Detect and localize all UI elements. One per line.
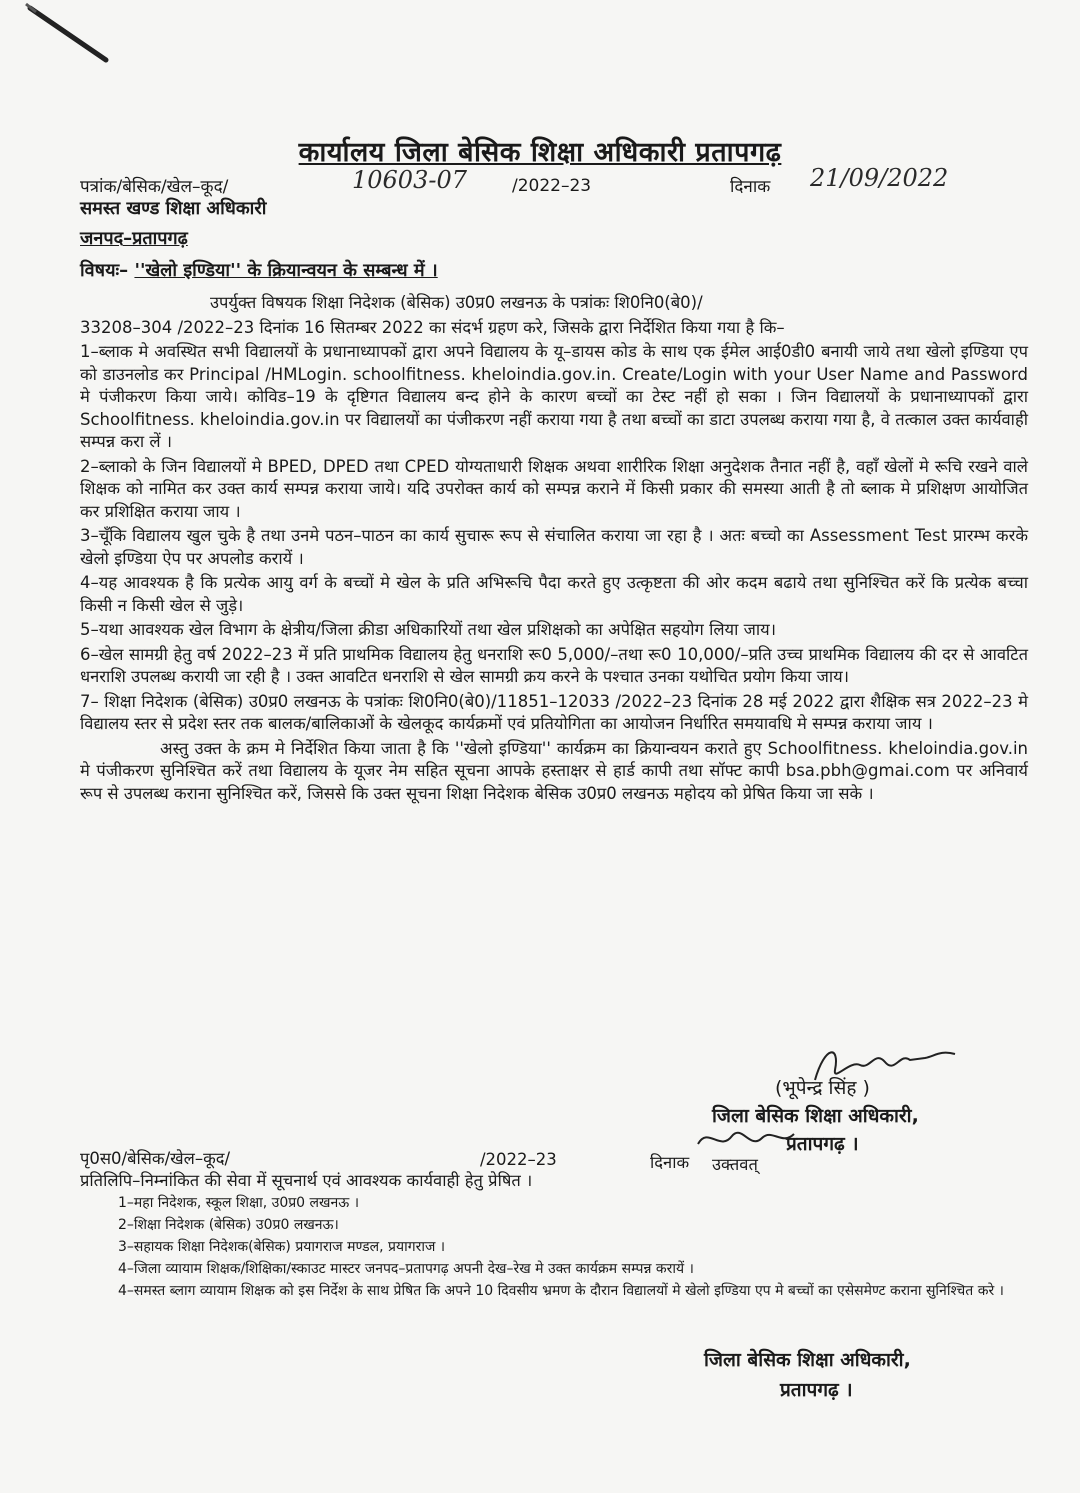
- addressee-line1: समस्त खण्ड शिक्षा अधिकारी: [80, 198, 267, 219]
- point-3: 3–चूँकि विद्यालय खुल चुके है तथा उनमे पठन–पाठन का कार्य सुचारू रूप से संचालित कराया जा रहा है । अतः बच्चो का Assessment Test प्रारम्भ करके खेलो इण्डिया ऐप पर अपलोड करायें ।: [80, 526, 1028, 568]
- signature2-designation: जिला बेसिक शिक्षा अधिकारी,: [704, 1349, 911, 1371]
- ref-year: /2022–23: [512, 176, 592, 196]
- point-7: 7– शिक्षा निदेशक (बेसिक) उ0प्र0 लखनऊ के पत्रांकः शि0नि0(बे0)/11851–12033 /2022–23 दिनांक 28 मई 2022 द्वारा शैक्षिक सत्र 2022–23 मे विद्यालय स्तर से प्रदेश स्तर तक बालक/बालिकाओं के खेलकूद कार्यक्रमों एवं प्रतियोगिता का आयोजन निर्धारित समयावधि मे सम्पन्न कराया जाय ।: [80, 691, 1028, 733]
- addressee-line2: जनपद–प्रतापगढ़: [80, 228, 188, 249]
- initials-scribble: [690, 1122, 800, 1156]
- letter-body: [80, 292, 1028, 807]
- ref-prefix: पत्रांक/बेसिक/खेल–कूद/: [80, 177, 229, 197]
- cc-item-5: 4–समस्त ब्लाग व्यायाम शिक्षक को इस निर्देश के साथ प्रेषित कि अपने 10 दिवसीय भ्रमण के दौरान विद्यालयों मे खेलो इण्डिया एप मे बच्चों का एसेसमेण्ट कराना सुनिश्चित करे ।: [118, 1283, 1004, 1299]
- subject-label: विषयः–: [80, 260, 129, 281]
- point-5: 5–यथा आवश्यक खेल विभाग के क्षेत्रीय/जिला क्रीडा अधिकारियों तथा खेल प्रशिक्षको का अपेक्षित सहयोग लिया जाय।: [80, 620, 776, 639]
- date-label: दिनाक: [730, 177, 771, 197]
- signature2-place: प्रतापगढ़ ।: [780, 1379, 853, 1401]
- intro-line2: 33208–304 /2022–23 दिनांक 16 सितम्बर 2022 का संदर्भ ग्रहण करे, जिसके द्वारा निर्देशित किया गया है कि–: [80, 317, 785, 337]
- office-title: कार्यालय जिला बेसिक शिक्षा अधिकारी प्रतापगढ़: [298, 137, 782, 168]
- point-4: 4–यह आवश्यक है कि प्रत्येक आयु वर्ग के बच्चों मे खेल के प्रति अभिरूचि पैदा करते हुए उत्कृष्टता की ओर कदम बढाये तथा सुनिश्चित करें कि प्रत्येक बच्चा किसी न किसी खेल से जुड़े।: [80, 573, 1028, 615]
- subject-text: ''खेलो इण्डिया'' के क्रियान्वयन के सम्बन्ध में ।: [134, 260, 438, 281]
- signatory-designation: जिला बेसिक शिक्षा अधिकारी,: [712, 1105, 919, 1127]
- cc-item-3: 3–सहायक शिक्षा निदेशक(बेसिक) प्रयागराज मण्डल, प्रयागराज ।: [118, 1239, 446, 1255]
- copy-recipient-list: [118, 1192, 1030, 1302]
- pen-mark: [22, 0, 112, 70]
- signatory-place: प्रतापगढ़ ।: [786, 1133, 859, 1155]
- subject-line: [80, 258, 438, 282]
- copy-ref-prefix: पृ0स0/बेसिक/खेल–कूद/: [80, 1149, 231, 1168]
- intro-line1: उपर्युक्त विषयक शिक्षा निदेशक (बेसिक) उ0प्र0 लखनऊ के पत्रांकः शि0नि0(बे0)/: [210, 293, 703, 312]
- date-handwritten: 21/09/2022: [810, 164, 949, 192]
- copy-ref-year: /2022–23: [480, 1150, 557, 1169]
- closing-paragraph: अस्तु उक्त के क्रम मे निर्देशित किया जाता है कि ''खेलो इण्डिया'' कार्यक्रम का क्रियान्वयन कराते हुए Schoolfitness. kheloindia.gov.in मे पंजीकरण सुनिश्चित करें तथा विद्यालय के यूजर नेम सहित सूचना आपके हस्ताक्षर से हार्ड कापी तथा सॉफ्ट कापी bsa.pbh@gmai.com पर अनिवार्य रूप से उपलब्ध कराना सुनिश्चित करें, जिससे कि उक्त सूचना शिक्षा निदेशक बेसिक उ0प्र0 लखनऊ महोदय को प्रेषित किया जा सके ।: [80, 738, 1028, 803]
- copy-intro: प्रतिलिपि–निम्नांकित की सेवा में सूचनार्थ एवं आवश्यक कार्यवाही हेतु प्रेषित ।: [80, 1171, 533, 1190]
- point-6: 6–खेल सामग्री हेतु वर्ष 2022–23 में प्रति प्राथमिक विद्यालय हेतु धनराशि रू0 5,000/–तथा रू0 10,000/–प्रति उच्च प्राथमिक विद्यालय की दर से आवटित धनराशि उपलब्ध करायी जा रही है । उक्त आवटित धनराशि से खेल सामग्री क्रय करने के पश्चात उनका यथोचित प्रयोग किया जाय।: [80, 644, 1028, 686]
- point-1: 1–ब्लाक मे अवस्थित सभी विद्यालयों के प्रधानाध्यापकों द्वारा अपने विद्यालय के यू–डायस कोड के साथ एक ईमेल आई0डी0 बनायी जाये तथा खेलो इण्डिया एप को डाउनलोड कर Principal /HMLogin. schoolfitness. kheloindia.gov.in. Create/Login with your User Name and Password मे पंजीकरण किया जाये। कोविड–19 के दृष्टिगत विद्यालय बन्द होने के कारण बच्चों का टेस्ट नहीं हो सका । जिन विद्यालयों के प्रधानाध्यापकों द्वारा Schoolfitness. kheloindia.gov.in पर विद्यालयों का पंजीकरण नहीं कराया गया है तथा बच्चों का डाटा उपलब्ध कराया गया है, वे तत्काल उक्त कार्यवाही सम्पन्न करा लें ।: [80, 342, 1028, 451]
- cc-item-2: 2–शिक्षा निदेशक (बेसिक) उ0प्र0 लखनऊ।: [118, 1217, 339, 1233]
- copy-date-value: उक्तवत्: [712, 1155, 758, 1174]
- cc-item-4: 4–जिला व्यायाम शिक्षक/शिक्षिका/स्काउट मास्टर जनपद–प्रतापगढ़ अपनी देख–रेख मे उक्त कार्यक्रम सम्पन्न करायें ।: [118, 1261, 694, 1277]
- cc-item-1: 1–महा निदेशक, स्कूल शिक्षा, उ0प्र0 लखनऊ ।: [118, 1195, 360, 1211]
- ref-number-handwritten: 10603-07: [352, 166, 467, 194]
- copy-date-label: दिनाक: [650, 1153, 690, 1172]
- point-2: 2–ब्लाको के जिन विद्यालयों मे BPED, DPED तथा CPED योग्यताधारी शिक्षक अथवा शारीरिक शिक्षा अनुदेशक तैनात नहीं है, वहाँ खेलों मे रूचि रखने वाले शिक्षक को नामित कर उक्त कार्य सम्पन्न कराया जाये। यदि उपरोक्त कार्य को सम्पन्न कराने में किसी प्रकार की समस्या आती है तो ब्लाक मे प्रशिक्षण आयोजित कर प्रशिक्षित कराया जाय ।: [80, 456, 1028, 521]
- signatory-name: (भूपेन्द्र सिंह ): [775, 1077, 870, 1099]
